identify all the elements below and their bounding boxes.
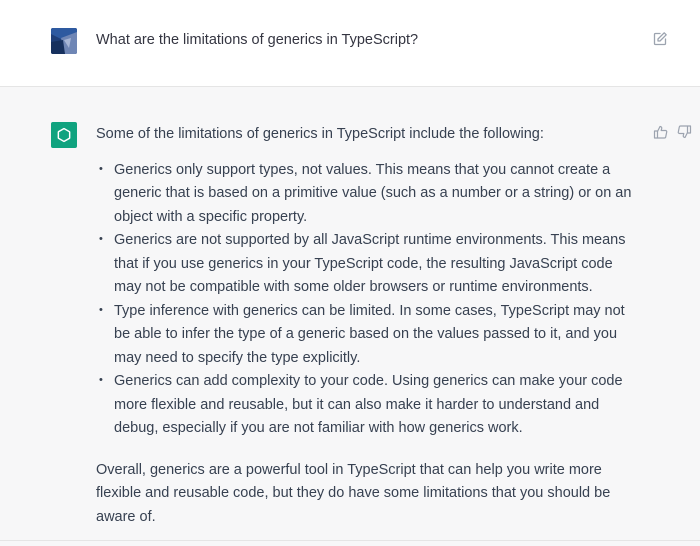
assistant-avatar (51, 122, 77, 148)
thumbs-up-icon[interactable] (653, 124, 669, 140)
list-item-text: Type inference with generics can be limited. In some cases, TypeScript may not be able to infer the type of a generic based on the values passed to it, and you may need to specify the type explicitly. (114, 302, 625, 366)
assistant-message-row (0, 87, 700, 546)
answer-intro: Some of the limitations of generics in TypeScript include the following: (96, 126, 544, 142)
user-avatar (51, 28, 77, 54)
edit-icon[interactable] (652, 31, 668, 47)
openai-logo-icon (55, 126, 73, 144)
list-item: • Type inference with generics can be limited. In some cases, TypeScript may not be able to infer the type of a generic based on the values passed to it, and you may need to specify the type explicitly. (99, 302, 625, 366)
list-item: • Generics only support types, not values. This means that you cannot create a generic that is based on a primitive value (such as a number or a string) or on an object with a specific property. (99, 161, 632, 225)
divider (0, 540, 700, 541)
user-message-text: What are the limitations of generics in TypeScript? (96, 32, 419, 48)
limitations-list (96, 159, 644, 441)
user-message-row (0, 0, 700, 87)
list-item: • Generics can add complexity to your code. Using generics can make your code more flexible and reusable, but it can also make it harder to understand and debug, especially if you are not familiar with how generics work. (99, 373, 623, 436)
thumbs-down-icon[interactable] (676, 124, 692, 140)
list-item-text: Generics only support types, not values. This means that you cannot create a generic that is based on a primitive value (such as a number or a string) or on an object with a specific property. (114, 161, 632, 225)
list-item: • Generics are not supported by all JavaScript runtime environments. This means that if you use generics in your TypeScript code, the resulting JavaScript code may not be compatible with some older browsers or runtime environments. (99, 232, 626, 295)
assistant-message-text (96, 123, 644, 529)
list-item-text: Generics are not supported by all JavaScript runtime environments. This means that if you use generics in your TypeScript code, the resulting JavaScript code may not be compatible with some older browsers or runtime environments. (114, 232, 626, 295)
answer-outro: Overall, generics are a powerful tool in TypeScript that can help you write more flexible and reusable code, but they do have some limitations that you should be aware of. (96, 461, 611, 525)
list-item-text: Generics can add complexity to your code. Using generics can make your code more flexible and reusable, but it can also make it harder to understand and debug, especially if you are not familiar with how generics work. (114, 373, 623, 436)
